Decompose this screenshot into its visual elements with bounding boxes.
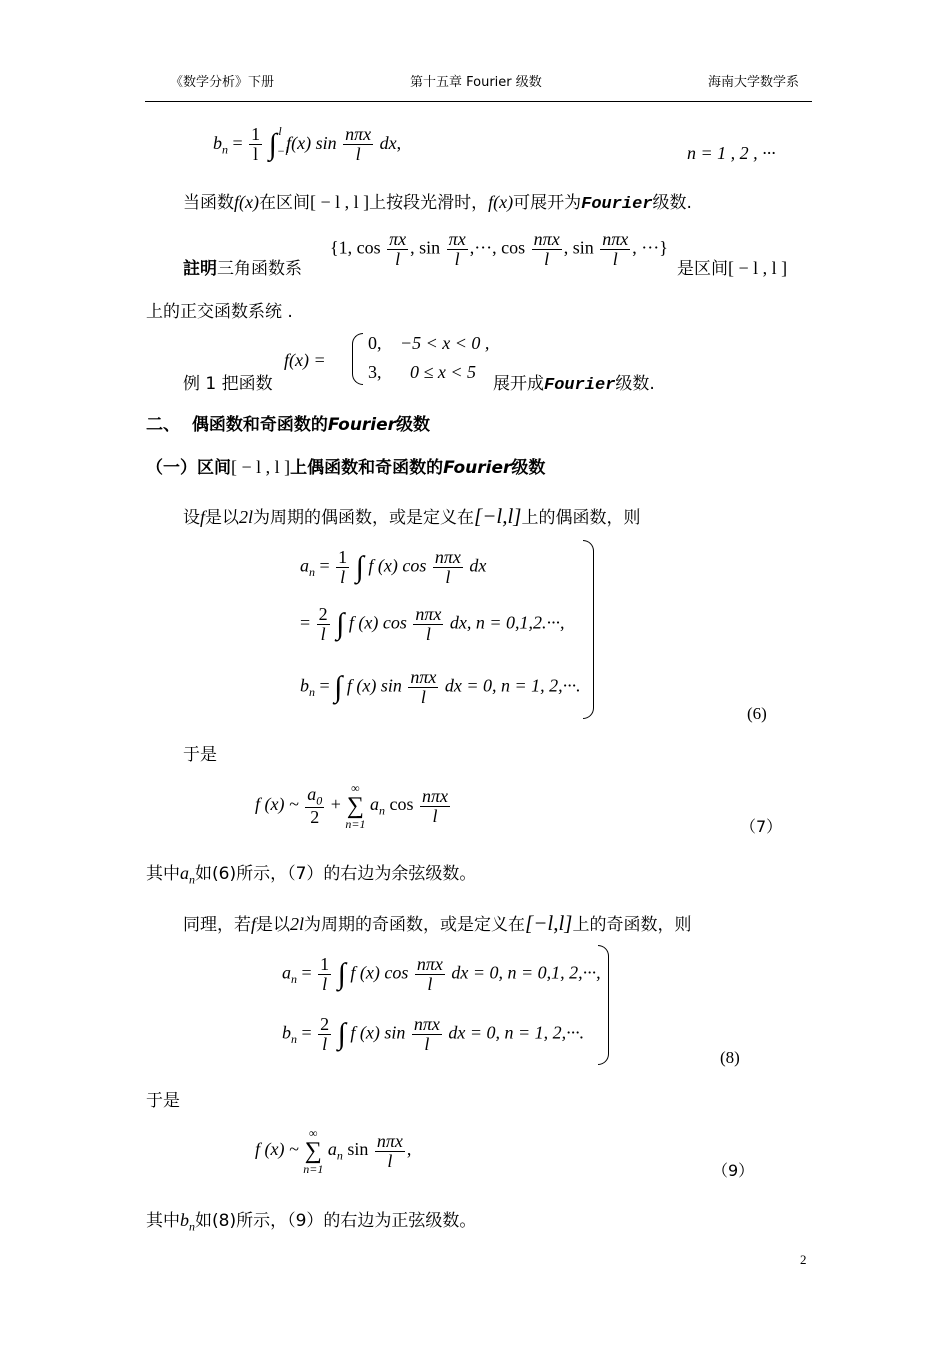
example-1-continuation: 展开成Fourier级数. (493, 374, 655, 395)
eq8-label: (8) (720, 1048, 740, 1067)
piecewise-case-2-condition: 0 ≤ x < 5 (410, 362, 477, 382)
paragraph-odd-function: 同理，若f是以2l为周期的奇函数，或是定义在[−l,l]上的奇函数，则 (183, 911, 692, 935)
bn-formula: $b_n$ = $\frac{1}{l}$ $\int_{-l}^l$ f(x) sin $\frac{\text{nπx}}{l}$ dx, (213, 124, 402, 165)
header-department: 海南大学数学系 (708, 75, 800, 90)
piecewise-function-lhs: f(x) = (284, 350, 326, 370)
paragraph-fourier-expansion: 当函数f(x)在区间[ − l , l ]上按段光滑时，f(x)可展开为Fourier级数. (183, 192, 692, 214)
subsection-heading-1: （一）区间[ − l , l ]上偶函数和奇函数的Fourier级数 (146, 457, 546, 478)
page-number: 2 (800, 1252, 807, 1267)
eq7-label: （7） (740, 817, 783, 836)
eq7-formula: f (x) ~ $\frac{a_0}{2}$ + ∞ ∑ n=1 $a_n$ cos $\frac{\text{nπx}}{l}$ (255, 781, 448, 831)
paragraph-even-function: 设f是以2l为周期的偶函数，或是定义在[−l,l]上的偶函数，则 (183, 504, 641, 528)
header-book-title: 《数学分析》下册 (170, 75, 275, 90)
eq6-line-3: $b_n$ = ∫ f (x) sin $\frac{\text{nπx}}{l}$ dx = 0, n = 1, 2,···. (300, 667, 581, 707)
piecewise-brace (352, 333, 363, 385)
eq8-brace (598, 945, 609, 1065)
piecewise-case-1-value: 0, (368, 333, 382, 353)
eq8-line-2: $b_n$ = $\frac{2}{l}$ ∫ f (x) sin $\frac{\text{nπx}}{l}$ dx = 0, n = 1, 2,···. (282, 1014, 585, 1054)
paragraph-cosine-series: 其中$a_n$如(6)所示，（7）的右边为余弦级数。 (146, 863, 477, 887)
trig-system-formula: {1, cos $\frac{\pi x}{l}$ , sin $\frac{\pi x}{l}$ ,···, cos $\frac{\text{nπx}}{l}$ , sin $\frac{\text{nπx}}{l}$ , ···} (330, 229, 668, 269)
piecewise-case-1-condition: −5 < x < 0 , (400, 333, 490, 353)
eq6-line-1: $a_n$ = $\frac{1}{l}$ ∫ f (x) cos $\frac{\text{nπx}}{l}$ dx (300, 547, 487, 587)
eq9-formula: f (x) ~ ∞ ∑ n=1 $a_n$ sin $\frac{\text{nπx}}{l}$ , (255, 1126, 412, 1176)
header-rule (145, 101, 812, 102)
eq8-line-1: $a_n$ = $\frac{1}{l}$ ∫ f (x) cos $\frac{\text{nπx}}{l}$ dx = 0, n = 0,1, 2,···, (282, 954, 601, 994)
yushi-1: 于是 (183, 745, 217, 765)
eq6-line-2: = $\frac{2}{l}$ ∫ f (x) cos $\frac{\text{nπx}}{l}$ dx, n = 0,1,2.···, (300, 604, 565, 644)
note-continuation: 上的正交函数系统 . (146, 302, 293, 322)
example-1-label: 例 1 把函数 (183, 374, 273, 394)
header-chapter-title: 第十五章 Fourier 级数 (410, 75, 542, 90)
note-orthogonal-system: 註明三角函数系 (183, 259, 302, 279)
yushi-2: 于是 (146, 1091, 180, 1111)
section-heading-2: 二、 偶函数和奇函数的Fourier级数 (146, 415, 431, 435)
paragraph-sine-series: 其中$b_n$如(8)所示，（9）的右边为正弦级数。 (146, 1210, 477, 1234)
eq6-brace (583, 540, 594, 719)
piecewise-case-2-value: 3, (368, 362, 382, 382)
eq9-label: （9） (712, 1161, 755, 1180)
note-interval: 是区间[ − l , l ] (677, 258, 788, 279)
bn-index-range: n = 1 , 2 , ··· (687, 143, 776, 163)
eq6-label: (6) (747, 704, 767, 723)
